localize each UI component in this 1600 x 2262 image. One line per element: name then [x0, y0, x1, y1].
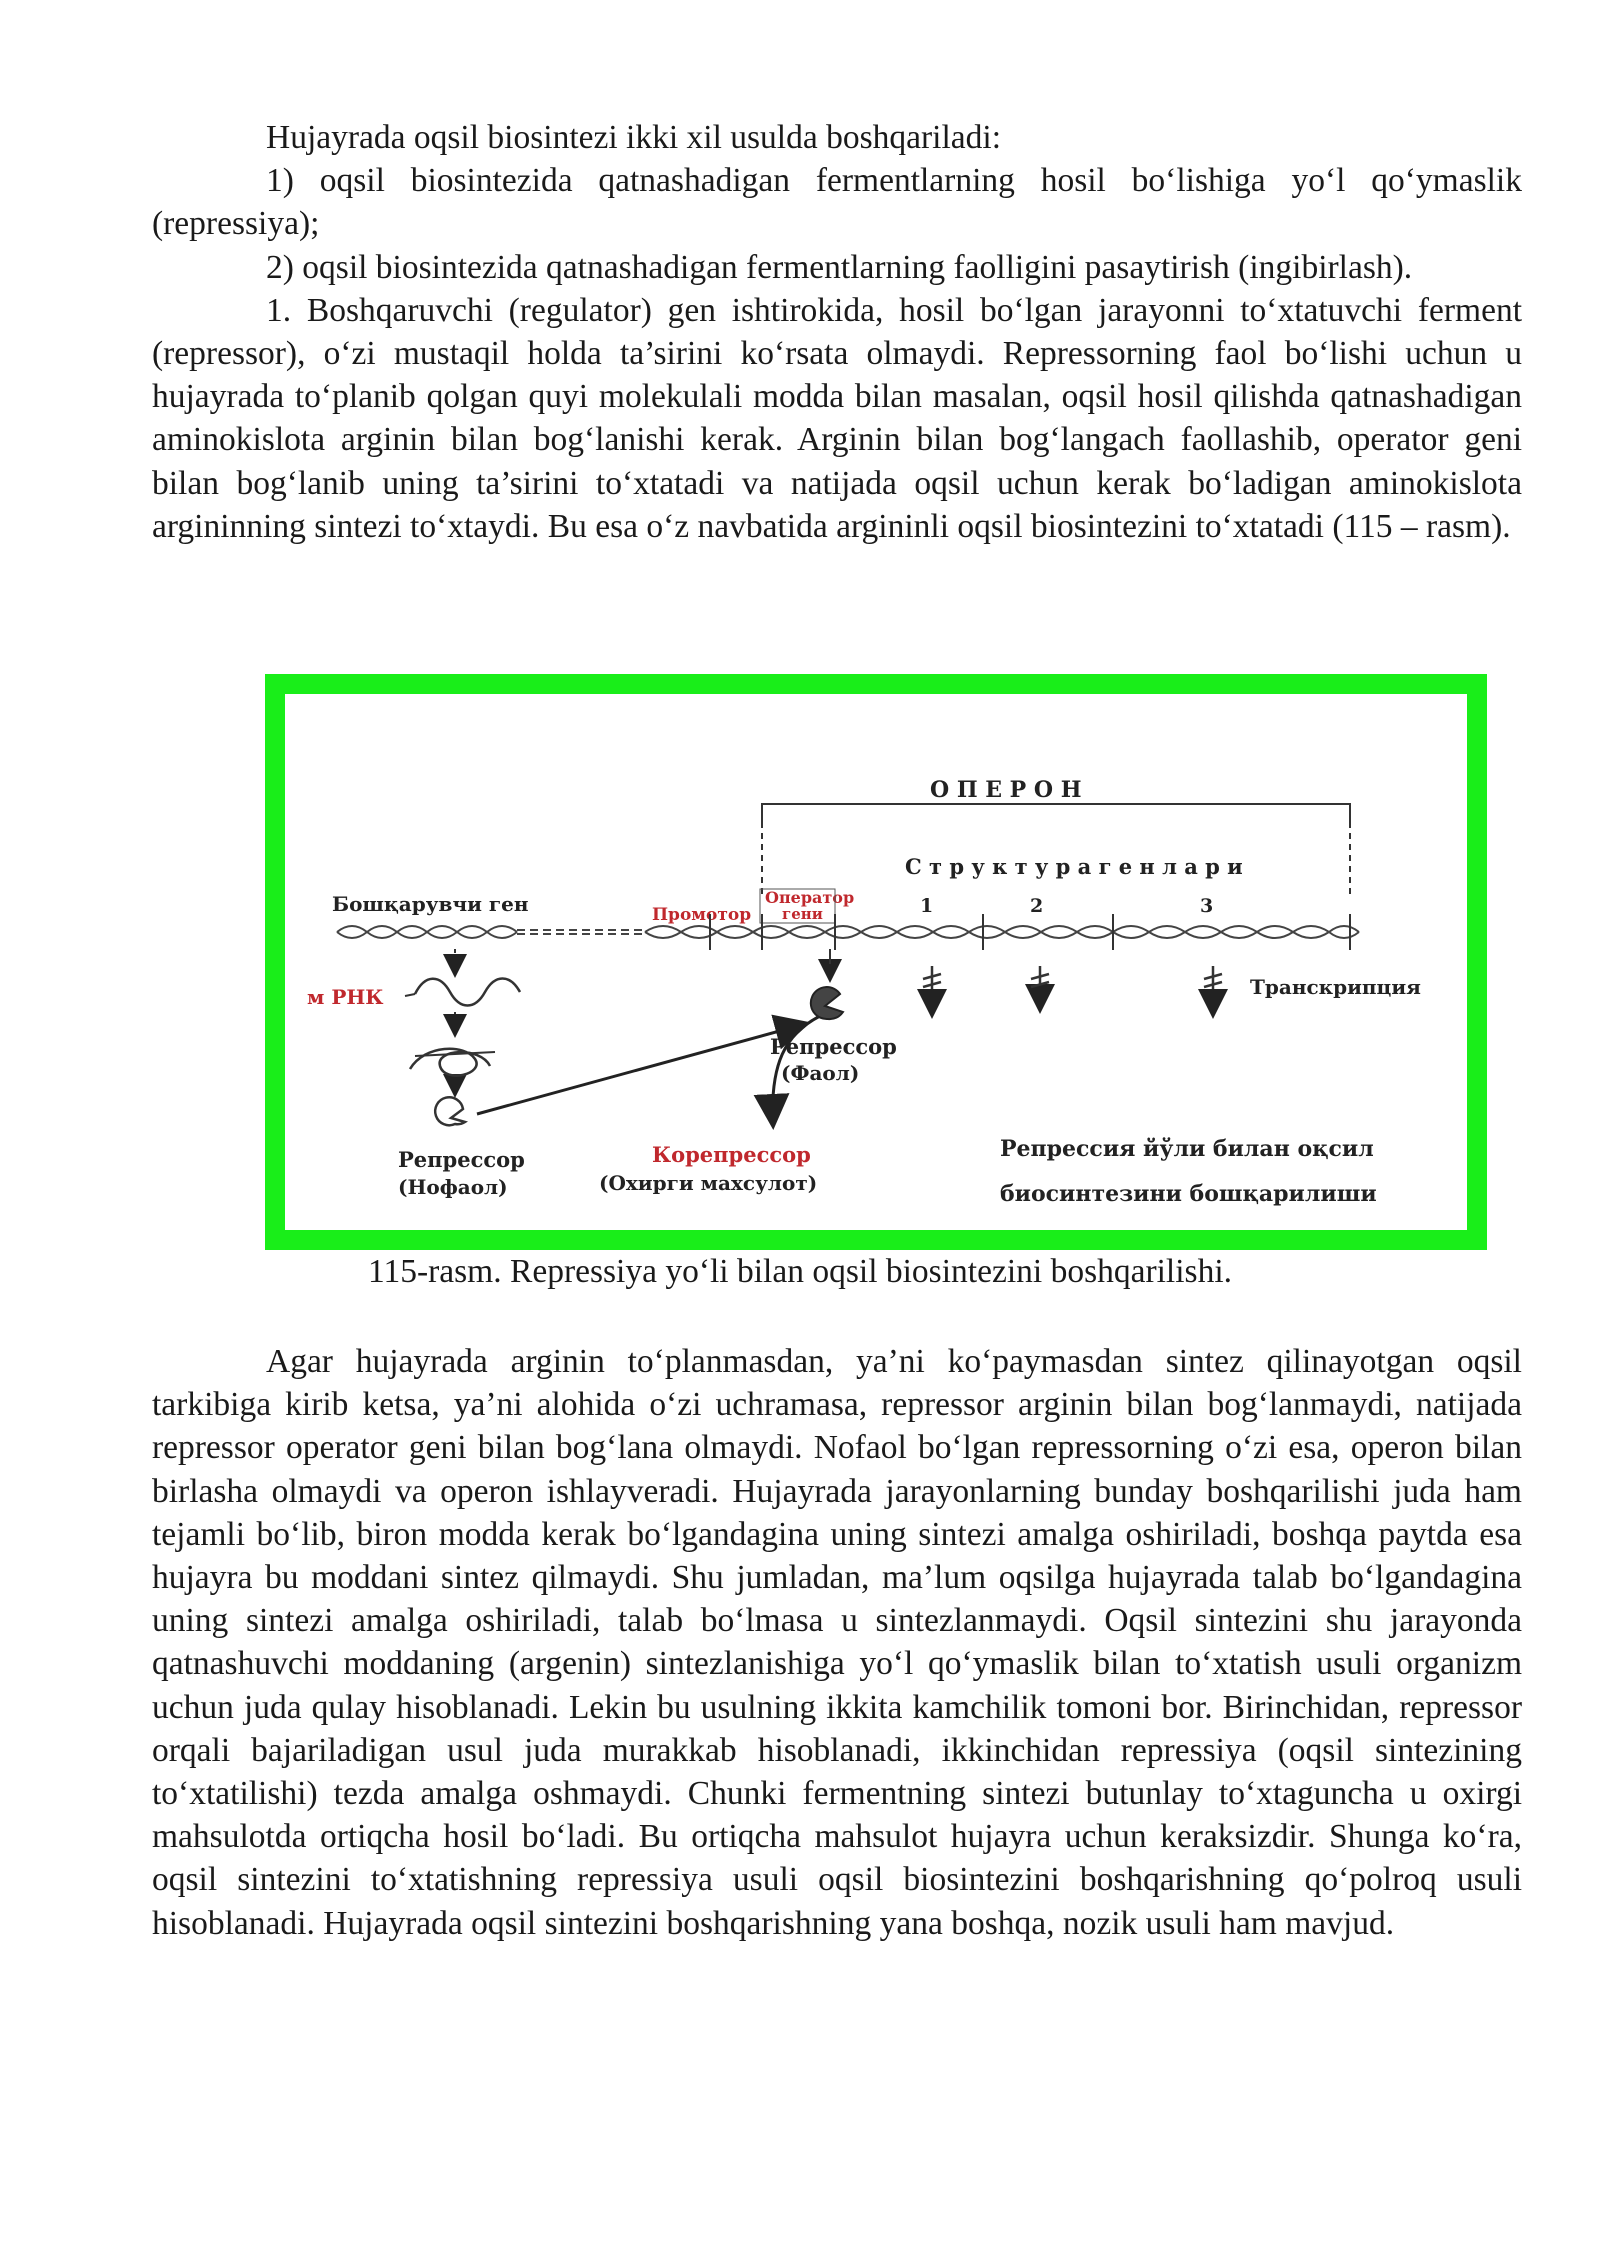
repressor-inactive-label-2: (Нофаол) [398, 1175, 508, 1199]
promoter-label: Промотор [652, 905, 752, 925]
repressor-inactive-label-1: Репрессор [398, 1147, 525, 1172]
body-section [152, 1340, 1522, 1945]
corepressor-label-1: Корепрессор [652, 1142, 811, 1167]
transcription-label: Транскрипция [1250, 975, 1421, 999]
mrna-wave [415, 979, 520, 1006]
list-item-inhibition: 2) oqsil biosintezida qatnashadigan fermentlarning faolligini pasaytirish (ingibirlash). [266, 248, 1413, 286]
gene-number-2: 2 [1030, 895, 1044, 917]
blocked-transcription-arrows [923, 966, 1222, 1014]
regulator-gene-label: Бошқарувчи ген [332, 892, 529, 916]
operon-bracket [762, 804, 1350, 822]
dna-helix [337, 926, 1359, 938]
operon-label: О П Е Р О Н [930, 777, 1082, 803]
figure-title-line1: Репрессия йўли билан оқсил [1000, 1136, 1374, 1162]
gene-number-1: 1 [920, 895, 934, 917]
repressor-active-label-2: (Фаол) [781, 1061, 860, 1085]
mrna-label: м РНК [307, 985, 384, 1009]
operator-label-1: Оператор [765, 888, 855, 907]
repressor-active-label-1: Репрессор [770, 1034, 897, 1059]
intro-line: Hujayrada oqsil biosintezi ikki xil usulda boshqariladi: [266, 119, 1002, 156]
intro-section [152, 116, 1522, 548]
corepressor-label-2: (Охирги махсулот) [599, 1171, 818, 1195]
gene-number-3: 3 [1200, 895, 1214, 917]
paragraph-regulator: 1. Boshqaruvchi (regulator) gen ishtirokida, hosil bo‘lgan jarayonni to‘xtatuvchi ferment (repressor), o‘zi mustaqil holda ta’sirini ko‘rsata olmaydi. Repressorning faol bo‘lishi uchun u hujayrada to‘planib qolgan quyi molekulali modda bilan masalan, oqsil hosil qilishda qatnashadigan aminokislota arginin bilan bog‘lanishi kerak. Arginin bilan bog‘langach faollashib, operator geni bilan bog‘lanib uning ta’sirini to‘xtatadi va natijada oqsil uchun kerak bo‘ladigan aminokislota argininning sintezi to‘xtaydi. Bu esa o‘z navbatida argininli oqsil biosintezini to‘xtatadi (115 – rasm). [152, 291, 1522, 545]
repressor-active-shape [811, 987, 843, 1019]
repressor-inactive-shape [435, 1097, 465, 1125]
list-item-repression: 1) oqsil biosintezida qatnashadigan fermentlarning hosil bo‘lishiga yo‘l qo‘ymaslik (repressiya); [152, 162, 1522, 243]
figure-caption [0, 1252, 1600, 1292]
figure-title-line2: биосинтезини бошқарилиши [1000, 1181, 1377, 1207]
paragraph-arginin: Agar hujayrada arginin to‘planmasdan, ya’ni ko‘paymasdan sintez qilinayotgan oqsil tarkibiga kirib ketsa, ya’ni alohida o‘zi uchramasa, repressor arginin bilan bog‘lanmaydi, natijada repressor operator geni bilan bog‘lana olmaydi. Nofaol bo‘lgan repressorning o‘zi esa, operon bilan birlasha olmaydi va operon ishlayveradi. Hujayrada jarayonlarning bunday boshqarilishi juda ham tejamli bo‘lib, biron modda kerak bo‘lgandagina uning sintezi amalga oshiriladi, boshqa paytda esa hujayra bu moddani sintez qilmaydi. Shu jumladan, ma’lum oqsilga hujayrada talab bo‘lgandagina uning sintezi amalga oshiriladi, talab bo‘lmasa u sintezlanmaydi. Oqsil sintezini shu jarayonda qatnashuvchi moddaning (argenin) sintezlanishiga yo‘l qo‘ymaslik bilan to‘xtatish usuli organizm uchun juda qulay hisoblanadi. Lekin bu usulning ikkita kamchilik tomoni bor. Birinchidan, repressor orqali bajariladigan usul juda murakkab hisoblanadi, ikkinchidan repressiya (oqsil sintezining to‘xtatilishi) tezda amalga oshmaydi. Chunki fermentning sintezi butunlay to‘xtaguncha u oxirgi mahsulotda ortiqcha hosil bo‘ladi. Bu ortiqcha mahsulot hujayra uchun keraksizdir. Shunga ko‘ra, oqsil sintezini to‘xtatishning repressiya usuli oqsil biosintezini boshqarishning qo‘polroq usuli hisoblanadi. Hujayrada oqsil sintezini boshqarishning yana boshqa, nozik usuli ham mavjud. [152, 1343, 1522, 1942]
operon-svg [265, 674, 1487, 1250]
structural-genes-label: С т р у к т у р а г е н л а р и [905, 854, 1243, 879]
figure-operon-diagram [265, 674, 1487, 1250]
operator-label-2: гени [782, 905, 823, 923]
caption-text: 115-rasm. Repressiya yo‘li bilan oqsil biosintezini boshqarilishi. [367, 1253, 1233, 1290]
